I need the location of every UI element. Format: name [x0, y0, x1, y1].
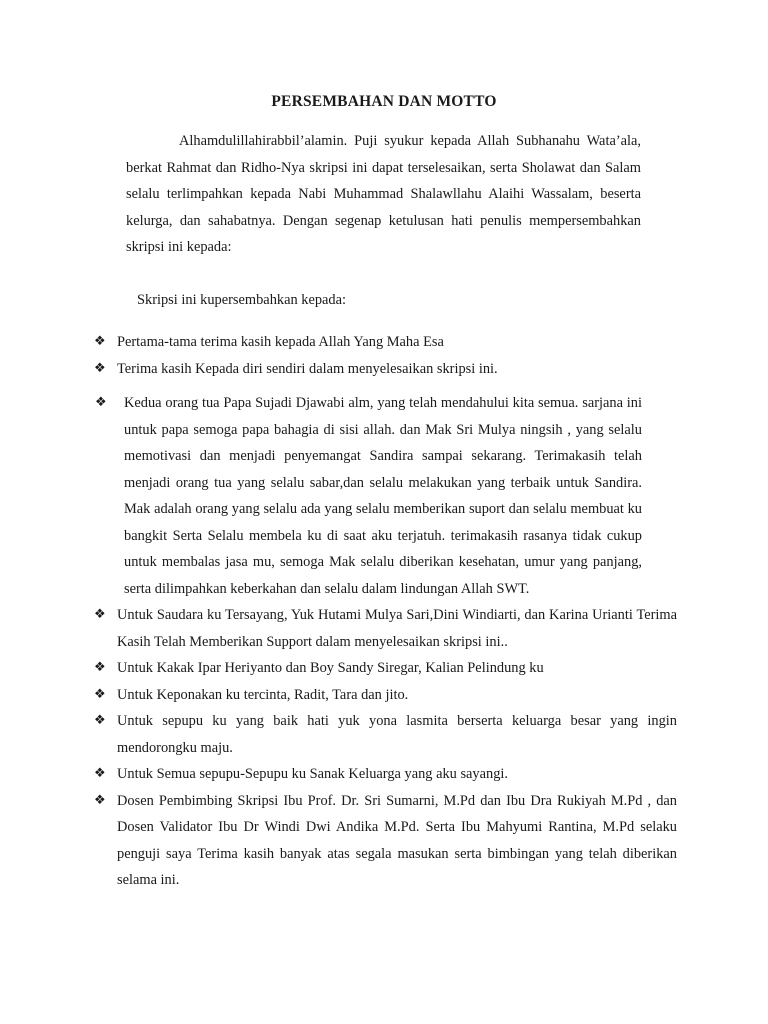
diamond-bullet-icon: ❖	[94, 792, 106, 808]
list-item-text: Dosen Pembimbing Skripsi Ibu Prof. Dr. Sri Sumarni, M.Pd dan Ibu Dra Rukiyah M.Pd , dan Dosen Validator Ibu Dr Windi Dwi Andika M.Pd. Serta Ibu Mahyumi Rantina, M.Pd selaku penguji saya Terima kasih banyak atas segala masukan serta bimbingan yang telah diberikan selama ini.	[117, 792, 677, 888]
list-item	[94, 602, 677, 655]
list-item-text: Untuk Kakak Ipar Heriyanto dan Boy Sandy Siregar, Kalian Pelindung ku	[117, 660, 544, 676]
list-item-text: Terima kasih Kepada diri sendiri dalam menyelesaikan skripsi ini.	[117, 360, 498, 377]
list-item	[94, 761, 677, 788]
list-item	[94, 682, 677, 709]
dedication-subheading: Skripsi ini kupersembahkan kepada:	[137, 292, 347, 308]
diamond-bullet-icon: ❖	[94, 334, 106, 349]
list-item	[94, 329, 677, 356]
list-item-text: Untuk Semua sepupu-Sepupu ku Sanak Keluarga yang aku sayangi.	[117, 766, 508, 782]
list-item	[94, 655, 677, 682]
list-item	[94, 356, 677, 383]
list-item-text: Untuk Keponakan ku tercinta, Radit, Tara dan jito.	[117, 686, 409, 703]
list-item	[94, 788, 677, 894]
diamond-bullet-icon: ❖	[94, 660, 106, 675]
list-item-text: Untuk sepupu ku yang baik hati yuk yona lasmita berserta keluarga besar yang ingin mendorongku maju.	[117, 713, 677, 756]
diamond-bullet-icon: ❖	[94, 766, 106, 781]
list-item	[94, 708, 677, 761]
list-item-text: Pertama-tama terima kasih kepada Allah Yang Maha Esa	[117, 334, 444, 350]
list-item-text: Untuk Saudara ku Tersayang, Yuk Hutami Mulya Sari,Dini Windiarti, dan Karina Urianti Terima Kasih Telah Memberikan Support dalam menyelesaikan skripsi ini..	[117, 607, 677, 650]
intro-paragraph: Alhamdulillahirabbil’alamin. Puji syukur kepada Allah Subhanahu Wata’ala, berkat Rahmat dan Ridho-Nya skripsi ini dapat terselesaikan, serta Sholawat dan Salam selalu terlimpahkan kepada Nabi Muhammad Shalawllahu Alaihi Wassalam, beserta kelurga, dan sahabatnya. Dengan segenap ketulusan hati penulis mempersembahkan skripsi ini kepada:	[126, 133, 641, 255]
diamond-bullet-icon: ❖	[94, 686, 106, 702]
list-item	[94, 390, 642, 602]
diamond-bullet-icon: ❖	[95, 395, 107, 410]
page-title: PERSEMBAHAN DAN MOTTO	[271, 93, 497, 110]
diamond-bullet-icon: ❖	[94, 713, 106, 728]
list-item-text: Kedua orang tua Papa Sujadi Djawabi alm, yang telah mendahului kita semua. sarjana ini untuk papa semoga papa bahagia di sisi allah. dan Mak Sri Mulya ningsih , yang selalu memotivasi dan menjadi penyemangat Sandira sampai sekarang. Terimakasih telah menjadi orang tua yang selalu sabar,dan selalu melakukan yang terbaik untuk Sandira. Mak adalah orang yang selalu ada yang selalu memberikan suport dan selalu membuat ku bangkit Serta Selalu membela ku di saat aku terjatuh. terimakasih rasanya tidak cukup untuk membalas jasa mu, semoga Mak selalu diberikan kesehatan, umur yang panjang, serta dilimpahkan keberkahan dan selalu dalam lindungan Allah SWT.	[124, 395, 642, 597]
diamond-bullet-icon: ❖	[94, 360, 106, 376]
dedication-list	[94, 329, 677, 894]
diamond-bullet-icon: ❖	[94, 607, 106, 622]
